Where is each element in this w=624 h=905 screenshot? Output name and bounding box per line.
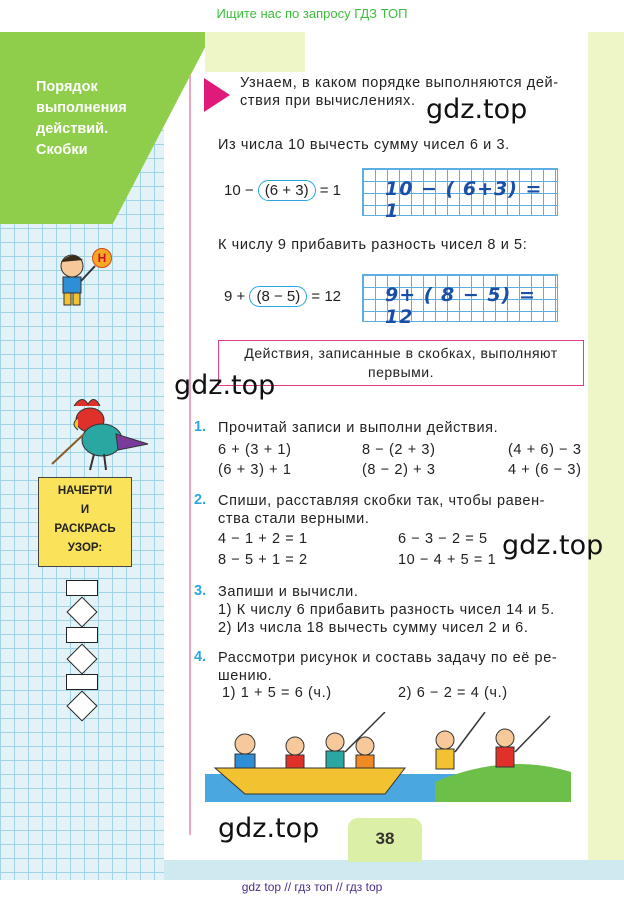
parrot-illustration	[44, 394, 154, 474]
task2-equation: 4 − 1 + 2 = 1	[218, 531, 308, 547]
watermark: gdz.top	[502, 530, 604, 561]
example1-expression: 10 − (6 + 3) = 1	[224, 182, 342, 199]
bottom-link[interactable]: gdz top // гдз топ // гдз top	[241, 880, 383, 894]
task2-equation: 10 − 4 + 5 = 1	[398, 552, 497, 568]
task1-expr: 4 + (6 − 3)	[508, 462, 582, 478]
task4-solution: 2) 6 − 2 = 4 (ч.)	[398, 685, 508, 701]
example2-notebook: 9+ ( 8 − 5) = 12	[362, 274, 558, 322]
task1-expr: (4 + 6) − 3	[508, 442, 582, 458]
example2-text: К числу 9 прибавить разность чисел 8 и 5:	[218, 237, 528, 253]
task-number: 2.	[194, 492, 207, 508]
task-number: 3.	[194, 583, 207, 599]
top-strip	[205, 32, 305, 72]
task2-equation: 8 − 5 + 1 = 2	[218, 552, 308, 568]
top-search-link[interactable]: Ищите нас по запросу ГДЗ ТОП	[216, 6, 408, 21]
draw-pattern-note: НАЧЕРТИ И РАСКРАСЬ УЗОР:	[38, 477, 132, 567]
task4-solution: 1) 1 + 5 = 6 (ч.)	[222, 685, 332, 701]
example1-notebook: 10 − ( 6+3) = 1	[362, 168, 558, 216]
pattern-square	[66, 580, 98, 596]
watermark: gdz.top	[174, 370, 276, 401]
right-margin-strip	[588, 32, 624, 880]
task1-expr: 8 − (2 + 3)	[362, 442, 436, 458]
pattern-square	[66, 674, 98, 690]
pointer-triangle-icon	[204, 78, 230, 112]
pattern-square	[66, 627, 98, 643]
task4-text: Рассмотри рисунок и составь задачу по её ре- шению.	[218, 650, 558, 684]
task3-text: Запиши и вычисли. 1) К числу 6 прибавить разность чисел 14 и 5. 2) Из числа 18 вычесть сумму чисел 2 и 6.	[218, 584, 555, 636]
task2-equation: 6 − 3 − 2 = 5	[398, 531, 488, 547]
badge-icon: Н	[92, 248, 112, 268]
watermark: gdz.top	[426, 94, 528, 125]
task1-expr: (8 − 2) + 3	[362, 462, 436, 478]
task-number: 4.	[194, 649, 207, 665]
task1-text: Прочитай записи и выполни действия.	[218, 420, 499, 436]
rule-box: Действия, записанные в скобках, выполняют первыми.	[218, 340, 584, 386]
task1-expr: (6 + 3) + 1	[218, 462, 292, 478]
watermark: gdz.top	[218, 813, 320, 844]
task2-text: Спиши, расставляя скобки так, чтобы равен- ства стали верными.	[218, 493, 546, 527]
example2-expression: 9 + (8 − 5) = 12	[224, 288, 342, 305]
page-number: 38	[348, 818, 422, 862]
intro-text: Узнаем, в каком порядке выполняются дей- ствия при вычислениях.	[240, 75, 559, 109]
example2-paren: (8 − 5)	[249, 286, 307, 307]
lesson-title: Порядок выполнения действий. Скобки	[36, 79, 127, 158]
example1-text: Из числа 10 вычесть сумму чисел 6 и 3.	[218, 137, 510, 153]
task-number: 1.	[194, 419, 207, 435]
bottom-band	[164, 860, 624, 880]
task1-expr: 6 + (3 + 1)	[218, 442, 292, 458]
boat-scene-illustration	[205, 712, 571, 802]
page-margin-line	[189, 75, 191, 835]
example1-paren: (6 + 3)	[258, 180, 316, 201]
